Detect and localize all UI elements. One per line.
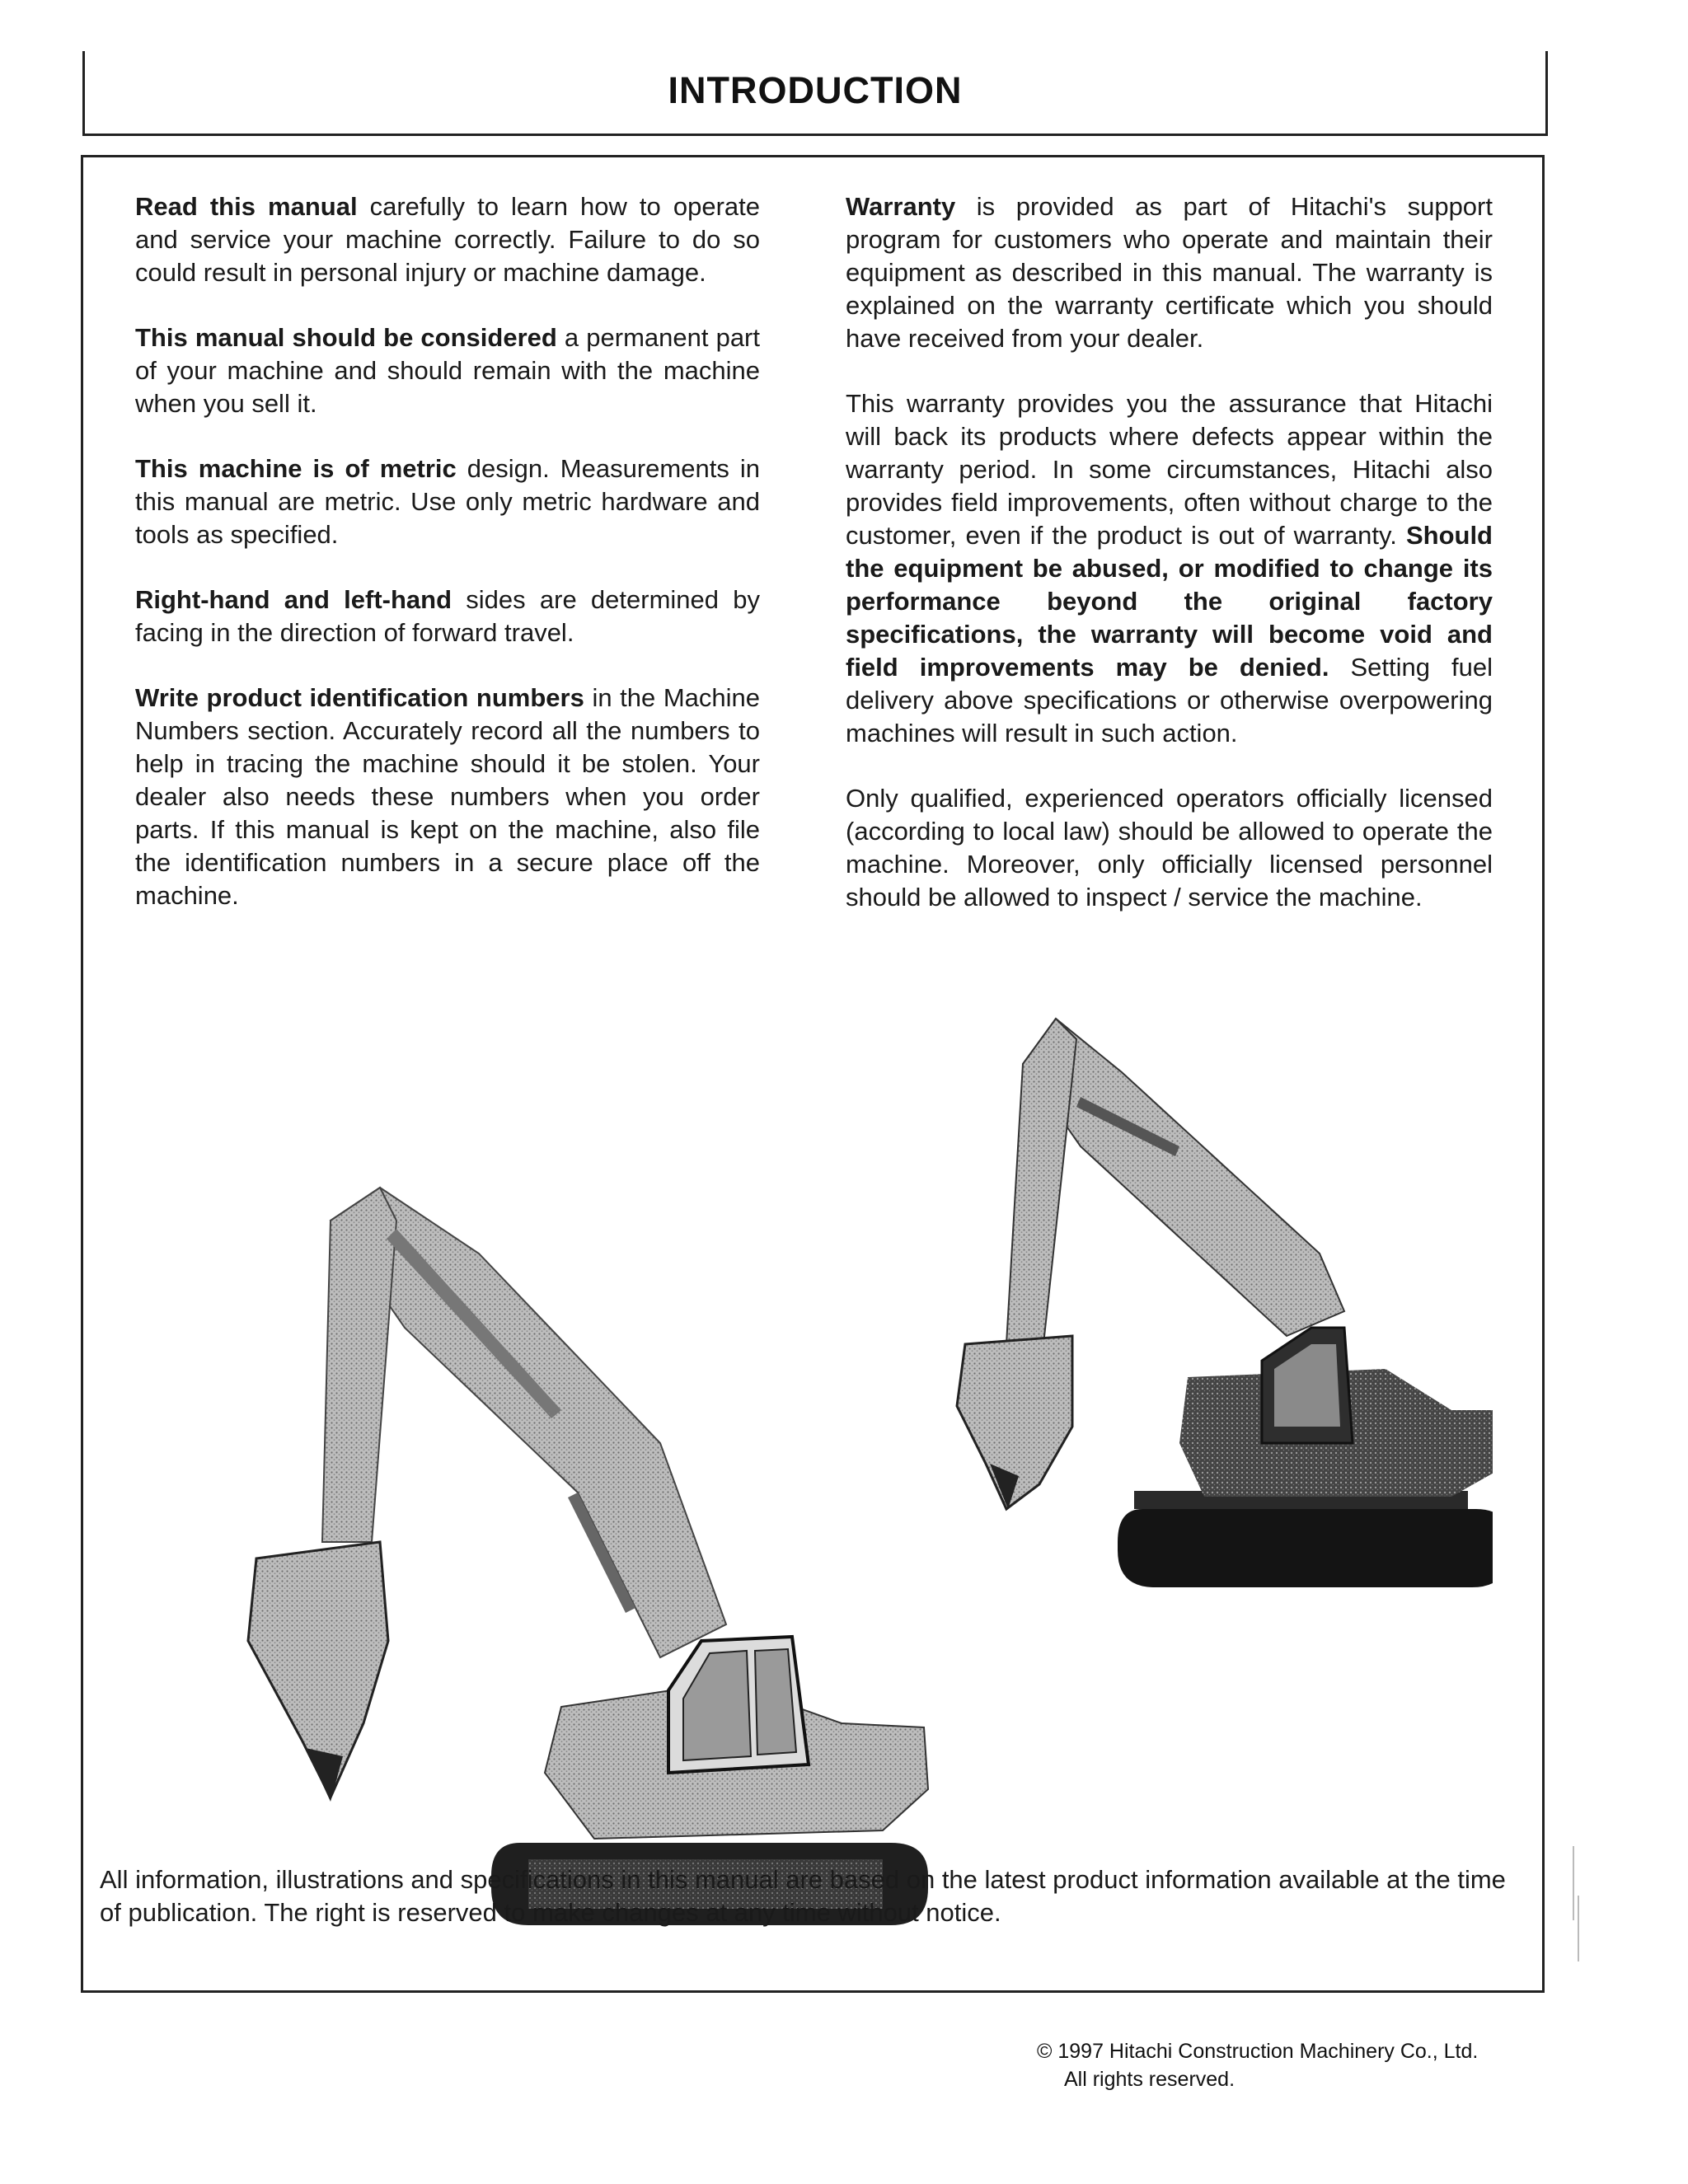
excavator-illustration (133, 982, 1493, 2004)
paragraph-warranty (846, 190, 1493, 355)
left-column (135, 190, 760, 944)
paragraph-text: sides are determined by facing in the direction of forward travel. (135, 585, 760, 647)
lead-phrase: This machine is of metric (135, 454, 457, 483)
lead-phrase: Write product identification numbers (135, 683, 584, 712)
paragraph-identification-numbers (135, 682, 760, 912)
paragraph-text: carefully to learn how to operate and service your machine correctly. Failure to do so could result in personal injury or machine damage. (135, 192, 760, 287)
right-column (846, 190, 1493, 946)
paragraph-metric-design (135, 452, 760, 551)
lead-phrase: Right-hand and left-hand (135, 585, 452, 614)
paragraph-right-left-hand (135, 583, 760, 649)
lead-phrase: This manual should be considered (135, 323, 557, 352)
paragraph-text: in the Machine Numbers section. Accurately record all the numbers to help in tracing the machine should it be stolen. Your dealer also needs these numbers when you order parts. If this manual is kept on the machine, also file the identification numbers in a secure place off the machine. (135, 683, 760, 910)
scan-artifact (1573, 1846, 1574, 1920)
paragraph-text: a permanent part of your machine and should remain with the machine when you sell it. (135, 323, 760, 418)
scan-artifact (1578, 1896, 1579, 1961)
paragraph-text: design. Measurements in this manual are metric. Use only metric hardware and tools as specified. (135, 454, 760, 549)
lead-phrase: Read this manual (135, 192, 358, 221)
page-title: INTRODUCTION (668, 69, 963, 111)
disclaimer-notice: All information, illustrations and specifications in this manual are based on the latest product information available at the time of publication. The right is reserved to make changes at any time without notice. (100, 1865, 1506, 1927)
paragraph-text: This warranty provides you the assurance that Hitachi will back its products where defects appear within the warranty period. In some circumstances, Hitachi also provides field improvements, often without charge to the customer, even if the product is out of warranty. (846, 389, 1493, 550)
copyright-line: © 1997 Hitachi Construction Machinery Co., Ltd. (1037, 2040, 1479, 2063)
paragraph-text: Only qualified, experienced operators officially licensed (according to local law) should be allowed to operate the machine. Moreover, only officially licensed personnel should be allowed to inspect / service the machine. (846, 784, 1493, 912)
copyright (1037, 2037, 1478, 2093)
rights-reserved: All rights reserved. (1064, 2068, 1236, 2091)
paragraph-warranty-assurance (846, 387, 1493, 750)
paragraph-permanent-part (135, 321, 760, 420)
paragraph-text: is provided as part of Hitachi's support program for customers who operate and maintain their equipment as described in this manual. The warranty is explained on the warranty certificate which you should have received from your dealer. (846, 192, 1493, 353)
warning-text: Should the equipment be abused, or modified to change its performance beyond the original factory specifications, the warranty will become void and field improvements may be denied. (846, 521, 1493, 682)
paragraph-read-manual (135, 190, 760, 289)
front-excavator (248, 1188, 928, 1925)
paragraph-text: Setting fuel delivery above specifications or otherwise overpowering machines will result in such action. (846, 653, 1493, 748)
content-box (81, 155, 1545, 1993)
rear-excavator (957, 1019, 1493, 1587)
paragraph-qualified-operators (846, 782, 1493, 914)
lead-phrase: Warranty (846, 192, 956, 221)
header-box (82, 51, 1548, 136)
